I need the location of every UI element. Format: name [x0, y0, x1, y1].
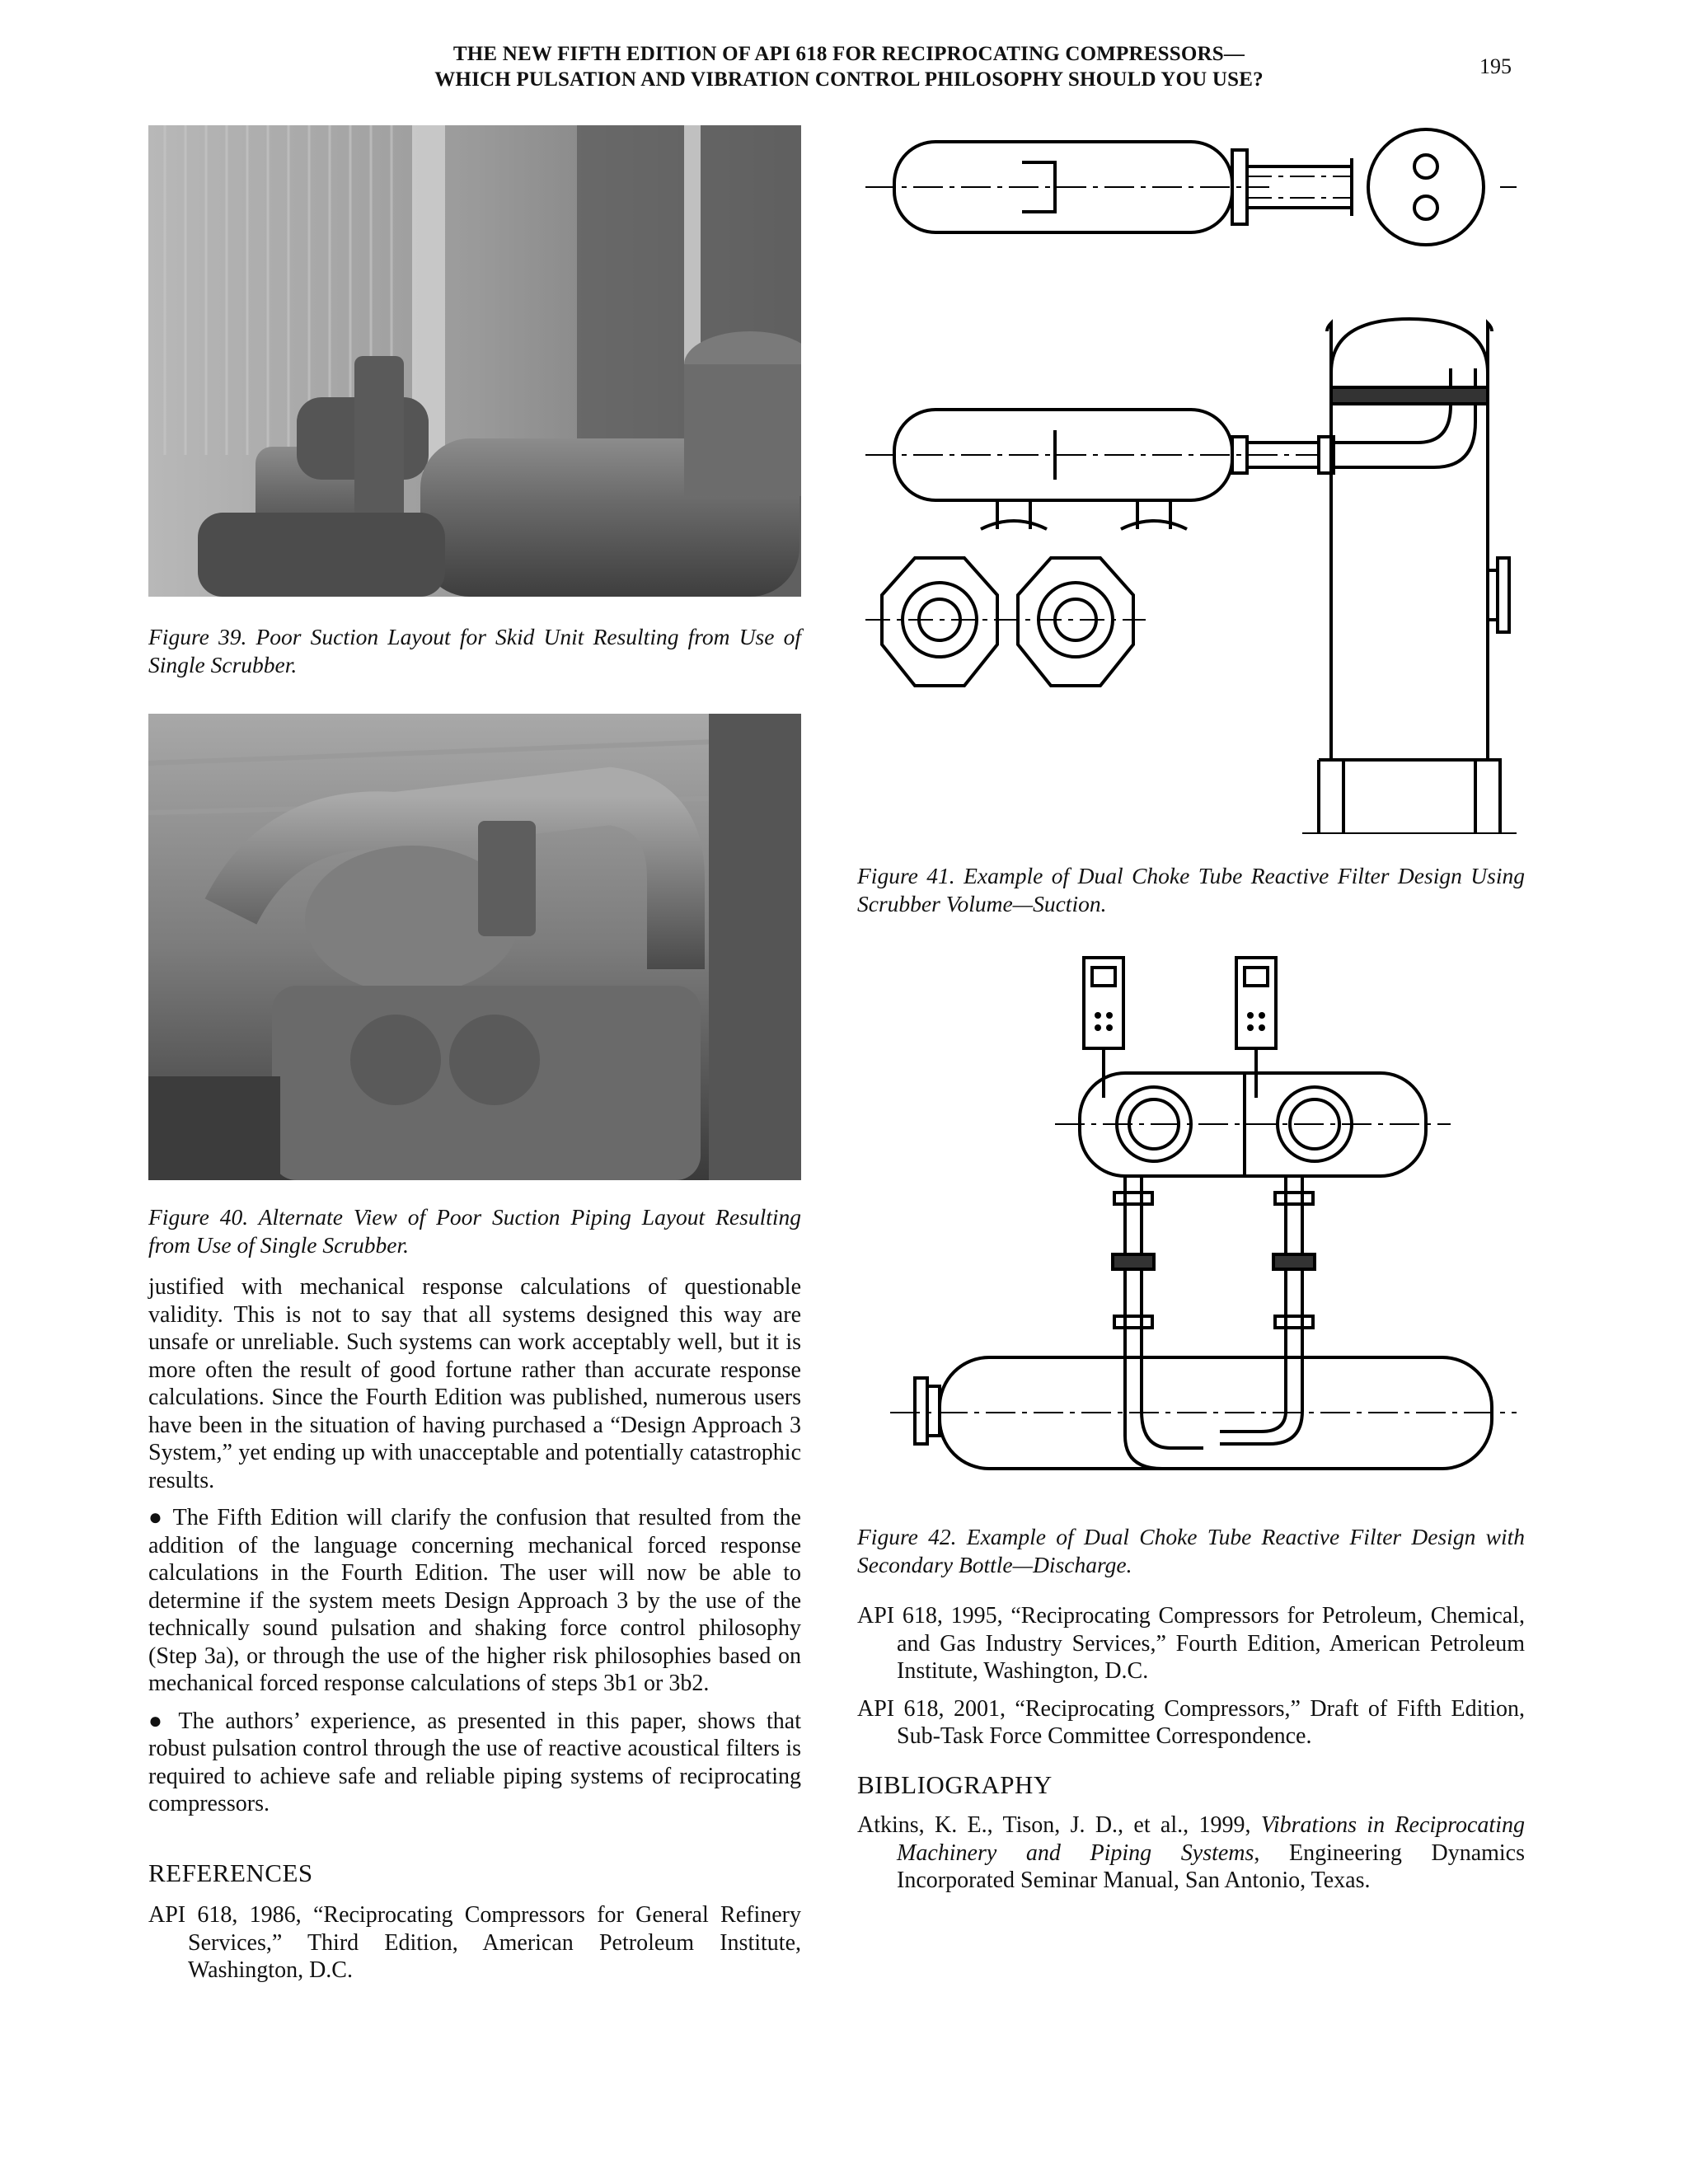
figure-42-drawing: [857, 949, 1525, 1510]
left-column-body: [148, 1273, 801, 1828]
bibliography-entry: [857, 1811, 1525, 1895]
references-list: [148, 1901, 801, 1994]
figure-40-caption: Figure 40. Alternate View of Poor Suction Piping Layout Resulting from Use of Single Scrubber.: [148, 1204, 801, 1258]
bib-authors: Atkins, K. E., Tison, J. D., et al., 1999,: [857, 1812, 1261, 1838]
figure-41-caption: Figure 41. Example of Dual Choke Tube Reactive Filter Design Using Scrubber Volume—Suction.: [857, 863, 1525, 916]
reference-entry: API 618, 1995, “Reciprocating Compressors for Petroleum, Chemical, and Gas Industry Services,” Fourth Edition, American Petroleum Institute, Washington, D.C.: [857, 1603, 1525, 1684]
reference-entry: API 618, 2001, “Reciprocating Compressors,” Draft of Fifth Edition, Sub-Task Force Committee Correspondence.: [857, 1695, 1525, 1749]
references-list-continued: [857, 1602, 1525, 1760]
page-number: 195: [1479, 54, 1512, 78]
running-header: [247, 41, 1451, 92]
references-heading: REFERENCES: [148, 1858, 313, 1887]
header-line-2: WHICH PULSATION AND VIBRATION CONTROL PHILOSOPHY SHOULD YOU USE?: [434, 68, 1264, 91]
figure-41-drawing: [857, 125, 1525, 834]
bullet-paragraph: ● The authors’ experience, as presented in this paper, shows that robust pulsation control through the use of reactive acoustical filters is required to achieve safe and reliable piping systems of reciprocating compressors.: [148, 1708, 801, 1816]
figure-42-caption: Figure 42. Example of Dual Choke Tube Reactive Filter Design with Secondary Bottle—Discharge.: [857, 1524, 1525, 1577]
bibliography-list: [857, 1811, 1525, 1905]
figure-39-caption: Figure 39. Poor Suction Layout for Skid Unit Resulting from Use of Single Scrubber.: [148, 624, 801, 677]
figure-39-photo: [148, 125, 801, 597]
header-line-1: THE NEW FIFTH EDITION OF API 618 FOR RECIPROCATING COMPRESSORS—: [452, 43, 1245, 65]
reference-entry: API 618, 1986, “Reciprocating Compressors for General Refinery Services,” Third Edition, American Petroleum Institute, Washington, D.C.: [148, 1902, 801, 1983]
bib-rest: , Engineering Dynamics Incorporated Seminar Manual, San Antonio, Texas.: [897, 1840, 1526, 1893]
bib-title: Vibrations in Reciprocating Machinery and Piping Systems: [897, 1812, 1525, 1866]
figure-40-photo: [148, 714, 801, 1180]
bullet-paragraph: ● The Fifth Edition will clarify the confusion that resulted from the addition of the language concerning mechanical forced response calculations in the Fourth Edition. The user will now be able to determine if the system meets Design Approach 3 by the use of the technically sound pulsation and shaking force control philosophy (Step 3a), or through the use of the higher risk philosophies based on mechanical forced response calculations of steps 3b1 or 3b2.: [148, 1505, 801, 1696]
bibliography-heading: BIBLIOGRAPHY: [857, 1770, 1053, 1799]
body-paragraph: justified with mechanical response calculations of questionable validity. This is not to say that all systems designed this way are unsafe or unreliable. Such systems can work acceptably well, but it is more often the result of good fortune rather than accurate response calculations. Since the Fourth Edition was published, numerous users have been in the situation of having purchased a “Design Approach 3 System,” yet ending up with unacceptable and potentially catastrophic results.: [148, 1274, 801, 1493]
